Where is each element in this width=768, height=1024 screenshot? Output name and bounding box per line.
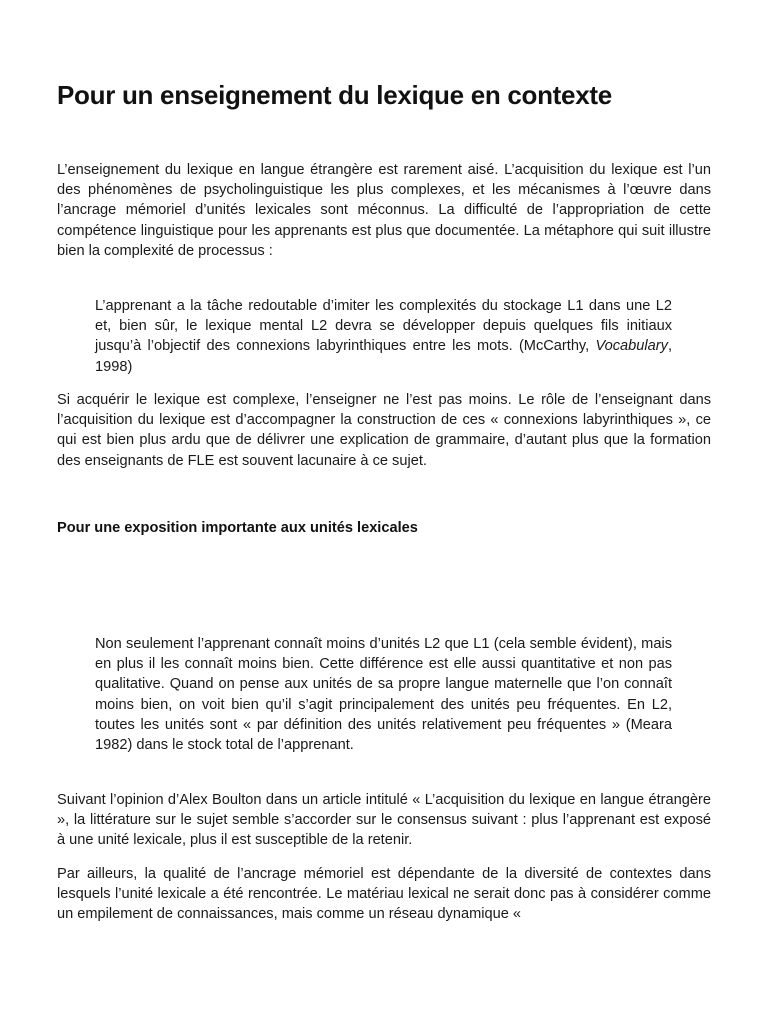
paragraph-boulton: Suivant l’opinion d’Alex Boulton dans un article intitulé « L’acquisition du lexique en langue étrangère », la littérature sur le sujet semble s’accorder sur le consensus suivant : plus l’apprenant est exposé à une unité lexicale, plus il est susceptible de la retenir.: [57, 792, 711, 849]
section-heading: Pour une exposition importante aux unités lexicales: [57, 520, 418, 536]
quote-text: L’apprenant a la tâche redoutable d’imiter les complexités du stockage L1 dans une L2 et, bien sûr, le lexique mental L2 devra se développer depuis quelques fils initiaux jusqu’à l’objectif des connexions labyrinthiques entre les mots.: [95, 298, 672, 355]
intro-paragraph: L’enseignement du lexique en langue étrangère est rarement aisé. L’acquisition du lexique est l’un des phénomènes de psycholinguistique les plus complexes, et les mécanismes à l’œuvre dans l’ancrage mémoriel d’unités lexicales sont méconnus. La difficulté de l’appropriation de cette compétence linguistique pour les apprenants est plus que documentée. La métaphore qui suit illustre bien la complexité de processus :: [57, 162, 711, 259]
paragraph-memory-anchoring: Par ailleurs, la qualité de l’ancrage mémoriel est dépendante de la diversité de contextes dans lesquels l’unité lexicale a été rencontrée. Le matériau lexical ne serait donc pas à considérer comme un empilement de connaissances, mais comme un réseau dynamique «: [57, 866, 711, 923]
quote-citation-work: Vocabulary: [595, 338, 668, 355]
block-quote-mccarthy: [95, 296, 672, 377]
quote-citation-close: , 1998): [95, 338, 672, 375]
block-quote-meara: Non seulement l’apprenant connaît moins d’unités L2 que L1 (cela semble évident), mais en plus il les connaît moins bien. Cette différence est elle aussi quantitative et non pas qualitative. Quand on pense aux unités de sa propre langue maternelle que l’on connaît moins bien, on voit bien qu’il s’agit principalement des unités peu fréquentes. En L2, toutes les unités sont « par définition des unités relativement peu fréquentes » (Meara 1982) dans le stock total de l’apprenant.: [95, 636, 672, 754]
paragraph-teacher-role: Si acquérir le lexique est complexe, l’enseigner ne l’est pas moins. Le rôle de l’enseignant dans l’acquisition du lexique est d’accompagner la construction de ces « connexions labyrinthiques », ce qui est bien plus ardu que de délivrer une explication de grammaire, d’autant plus que la formation des enseignants de FLE est souvent lacunaire à ce sujet.: [57, 392, 711, 469]
quote-citation-open: (McCarthy,: [518, 338, 596, 355]
document-title: Pour un enseignement du lexique en contexte: [57, 80, 612, 110]
